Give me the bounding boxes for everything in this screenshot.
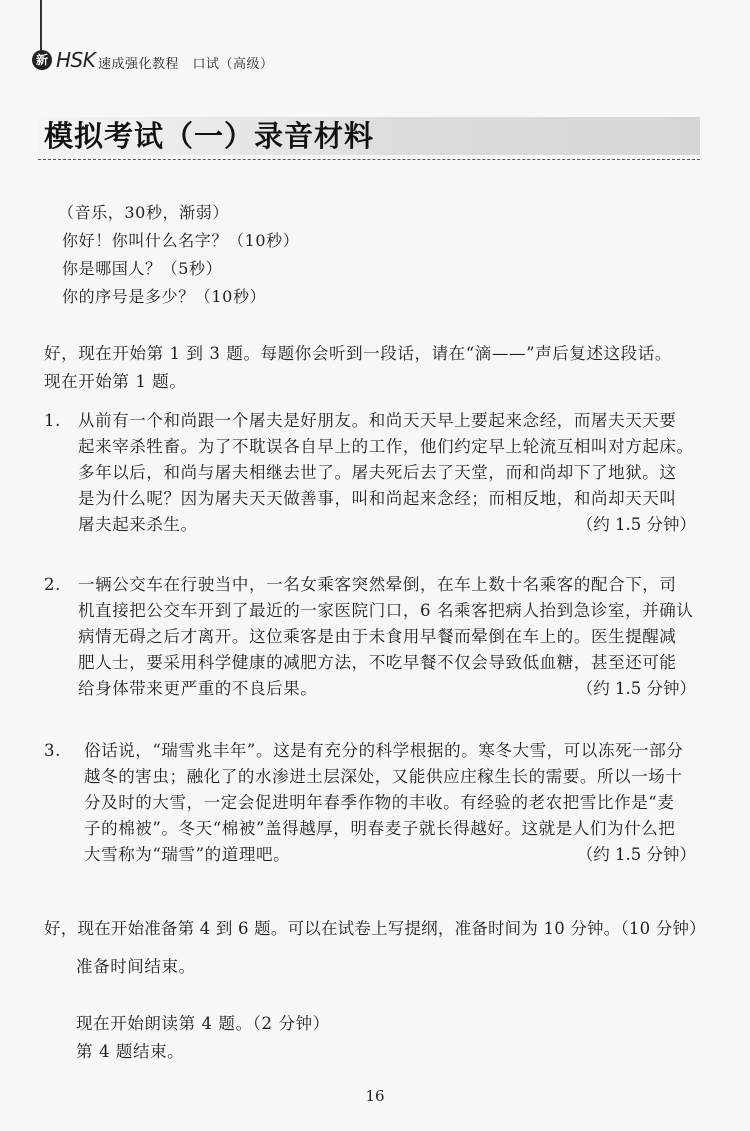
question-line: 病情无碍之后才离开。这位乘客是由于未食用早餐而晕倒在车上的。医生提醒减 bbox=[78, 627, 677, 646]
duration-label: （约 1.5 分钟） bbox=[576, 515, 696, 534]
duration-label: （约 1.5 分钟） bbox=[576, 845, 696, 864]
question-line: 从前有一个和尚跟一个屠夫是好朋友。和尚天天早上要起来念经，而屠夫天天要 bbox=[78, 411, 677, 430]
question-number: 3. bbox=[44, 741, 61, 760]
question-line: 机直接把公交车开到了最近的一家医院门口，6 名乘客把病人抬到急诊室，并确认 bbox=[78, 601, 694, 620]
instruction-line: 现在开始第 1 题。 bbox=[44, 372, 187, 391]
question-line: 给身体带来更严重的不良后果。 bbox=[78, 679, 318, 698]
question-line: 多年以后，和尚与屠夫相继去世了。屠夫死后去了天堂，而和尚却下了地狱。这 bbox=[78, 463, 677, 482]
question-line: 屠夫起来杀生。 bbox=[78, 515, 198, 534]
intro-line: 你是哪国人？（5秒） bbox=[62, 259, 223, 278]
question-line: 子的棉被”。冬天“棉被”盖得越厚，明春麦子就长得越好。这就是人们为什么把 bbox=[84, 819, 676, 838]
page-number: 16 bbox=[365, 1087, 385, 1105]
question-line: 肥人士，要采用科学健康的减肥方法，不吃早餐不仅会导致低血糖，甚至还可能 bbox=[78, 653, 677, 672]
question-line: 俗话说，“瑞雪兆丰年”。这是有充分的科学根据的。寒冬大雪，可以冻死一部分 bbox=[84, 741, 684, 760]
question-number: 1. bbox=[44, 411, 61, 430]
section-title: 模拟考试（一）录音材料 bbox=[44, 119, 375, 153]
question-line: 是为什么呢？因为屠夫天天做善事，叫和尚起来念经；而相反地，和尚却天天叫 bbox=[78, 489, 677, 508]
question-number: 2. bbox=[44, 575, 61, 594]
intro-line: （音乐，30秒，渐弱） bbox=[58, 203, 229, 222]
instruction-line: 好，现在开始第 1 到 3 题。每题你会听到一段话，请在“滴——”声后复述这段话。 bbox=[44, 344, 672, 363]
read-start-line: 现在开始朗读第 4 题。（2 分钟） bbox=[76, 1014, 330, 1033]
series-badge: 新 bbox=[32, 50, 52, 70]
hsk-logo: HSK bbox=[56, 48, 96, 72]
duration-label: （约 1.5 分钟） bbox=[576, 679, 696, 698]
question-line: 一辆公交车在行驶当中，一名女乘客突然晕倒，在车上数十名乘客的配合下，司 bbox=[78, 575, 677, 594]
title-divider bbox=[38, 159, 700, 160]
intro-line: 你好！你叫什么名字？（10秒） bbox=[62, 231, 300, 250]
question-line: 大雪称为“瑞雪”的道理吧。 bbox=[84, 845, 291, 864]
question-line: 起来宰杀牲畜。为了不耽误各自早上的工作，他们约定早上轮流互相叫对方起床。 bbox=[78, 437, 694, 456]
intro-line: 你的序号是多少？（10秒） bbox=[62, 287, 267, 306]
prep-end-line: 准备时间结束。 bbox=[76, 957, 196, 976]
question-line: 分及时的大雪，一定会促进明年春季作物的丰收。有经验的老农把雪比作是“麦 bbox=[84, 793, 675, 812]
series-title: 速成强化教程 口试（高级） bbox=[98, 57, 274, 72]
question-line: 越冬的害虫；融化了的水渗进土层深处，又能供应庄稼生长的需要。所以一场十 bbox=[84, 767, 683, 786]
header-rule bbox=[40, 0, 42, 52]
q4-end-line: 第 4 题结束。 bbox=[76, 1042, 185, 1061]
instruction-line: 好，现在开始准备第 4 到 6 题。可以在试卷上写提纲，准备时间为 10 分钟。（10 分钟） bbox=[44, 919, 706, 938]
